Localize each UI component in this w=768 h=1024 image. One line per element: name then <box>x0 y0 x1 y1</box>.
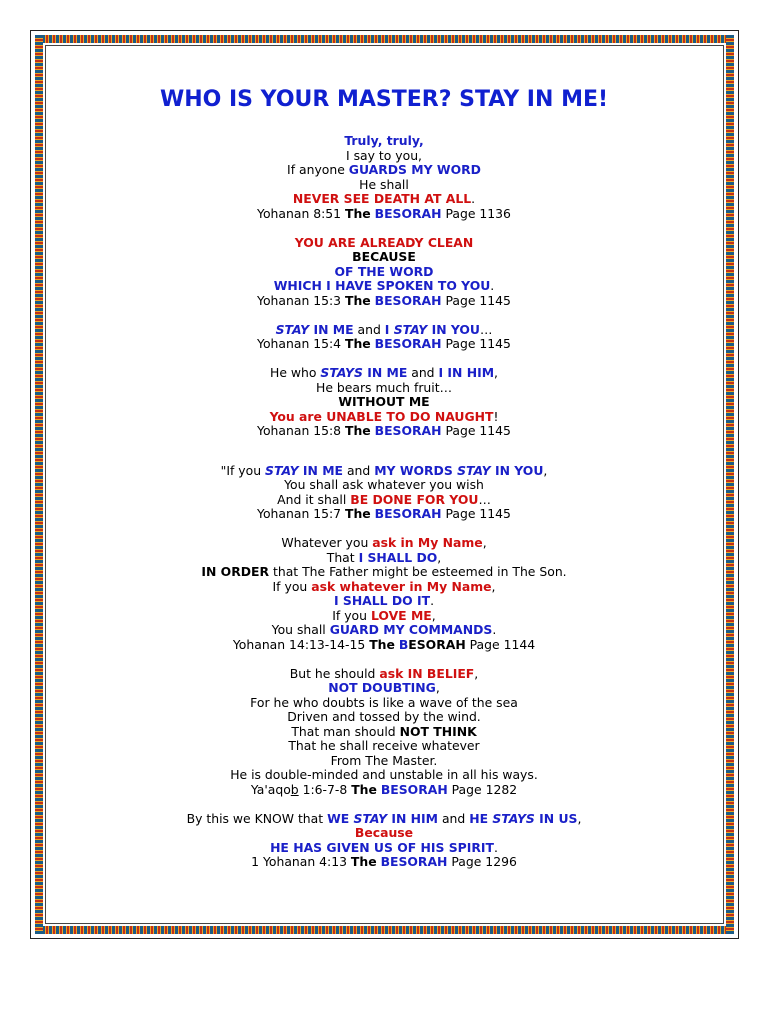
text: NOT DOUBTING <box>328 680 436 695</box>
text: , <box>577 810 582 826</box>
line <box>40 609 728 624</box>
text: Ya'aqo <box>250 781 291 797</box>
text: HE HAS GIVEN US OF HIS SPIRIT <box>270 839 494 855</box>
border-band-bottom <box>35 926 734 934</box>
line <box>40 536 728 551</box>
text: IN ORDER <box>201 564 270 579</box>
text: that The Father might be esteemed in The Son. <box>269 564 567 579</box>
text: . <box>430 593 435 608</box>
line <box>40 565 728 580</box>
stanza-8 <box>40 812 728 870</box>
text: IN YOU <box>427 321 480 337</box>
line <box>40 594 728 609</box>
reference <box>40 855 728 870</box>
text: , <box>435 680 440 695</box>
text: . <box>490 278 495 293</box>
text: That man should <box>291 723 400 739</box>
line: WITHOUT ME <box>338 394 430 409</box>
text: Page 1145 <box>441 292 511 308</box>
stanza-2 <box>40 236 728 309</box>
line: Because <box>354 825 414 840</box>
reference <box>40 783 728 798</box>
text: , <box>491 578 496 594</box>
text: The <box>345 423 371 438</box>
text: IN ME <box>298 462 343 478</box>
line: I say to you, <box>346 147 422 163</box>
stanza-3 <box>40 323 728 352</box>
line: He is double-minded and unstable in all his ways. <box>230 767 538 782</box>
stanza-1 <box>40 134 728 221</box>
text: STAYS <box>320 365 363 380</box>
text: IN HIM <box>387 810 438 826</box>
text: BESORAH <box>380 854 448 869</box>
reference <box>40 424 728 439</box>
text: WE <box>327 810 354 826</box>
text: . <box>493 839 498 855</box>
text: GUARDS MY WORD <box>348 162 481 177</box>
text: IN BELIEF <box>403 665 475 681</box>
line: You shall ask whatever you wish <box>284 477 484 492</box>
text: And it shall <box>277 491 351 507</box>
text: STAY <box>275 321 310 337</box>
text: IN US <box>534 810 578 826</box>
text: STAY <box>353 810 388 826</box>
text: BESORAH <box>374 423 442 438</box>
line: He bears much fruit… <box>316 379 452 395</box>
line <box>40 841 728 856</box>
text: The <box>345 292 371 308</box>
text: The <box>345 205 371 221</box>
text: The <box>345 506 371 521</box>
text: . <box>471 191 476 206</box>
reference <box>40 638 728 653</box>
text: I IN HIM <box>438 365 495 380</box>
line <box>40 163 728 178</box>
text: . <box>492 622 497 637</box>
text: 1:6-7-8 <box>298 781 352 797</box>
text: Page 1145 <box>441 506 511 521</box>
text: If you <box>272 578 312 594</box>
text: You shall <box>271 622 330 637</box>
text: Yohanan 15:7 <box>257 506 345 521</box>
line: From The Master. <box>330 752 438 768</box>
text: STAYS <box>492 810 535 826</box>
text: and <box>438 810 470 826</box>
text: ask in My Name <box>372 535 483 550</box>
text: Page 1282 <box>447 781 518 797</box>
line <box>40 192 728 207</box>
text: But he should <box>289 665 380 681</box>
text: If anyone <box>287 162 349 177</box>
line: YOU ARE ALREADY CLEAN <box>294 234 474 250</box>
text: ESORAH <box>408 636 466 652</box>
text: GUARD MY COMMANDS <box>329 622 493 637</box>
line: OF THE WORD <box>334 263 434 279</box>
text: b <box>290 781 299 797</box>
text: Page 1145 <box>441 423 511 438</box>
reference <box>40 337 728 352</box>
text: IN ME <box>309 321 354 337</box>
text: Yohanan 15:3 <box>257 292 345 308</box>
text: UNABLE TO DO NAUGHT <box>326 408 494 424</box>
reference <box>40 507 728 522</box>
line <box>40 464 728 479</box>
text: B <box>398 636 409 652</box>
text: The <box>350 854 377 869</box>
line <box>40 366 728 381</box>
text: … <box>478 491 491 507</box>
text: You are <box>269 408 327 424</box>
text: The <box>369 636 395 652</box>
text: I SHALL DO IT <box>333 593 431 608</box>
line <box>40 551 728 566</box>
text: HE <box>469 810 493 826</box>
text: , <box>431 607 436 623</box>
stanza-5 <box>40 464 728 522</box>
text: and <box>353 321 385 337</box>
line <box>40 323 728 338</box>
reference <box>40 207 728 222</box>
text: , <box>474 665 479 681</box>
stanza-7 <box>40 667 728 798</box>
text: If you <box>332 607 371 623</box>
line <box>40 725 728 740</box>
line <box>40 410 728 425</box>
text: Page 1296 <box>447 854 517 869</box>
line <box>40 623 728 638</box>
text: … <box>480 321 493 337</box>
stanza-4 <box>40 366 728 439</box>
text: IN ME <box>362 365 408 380</box>
text: STAY <box>393 321 428 337</box>
text: LOVE ME <box>370 607 432 623</box>
text: ! <box>493 408 499 424</box>
text: That <box>326 549 359 565</box>
line <box>40 681 728 696</box>
text: "If you <box>220 462 266 478</box>
text: BE DONE FOR YOU <box>350 491 479 507</box>
line: For he who doubts is like a wave of the sea <box>250 694 518 710</box>
text: Yohanan 15:4 <box>257 336 345 351</box>
text: MY WORDS <box>374 462 458 478</box>
line: Driven and tossed by the wind. <box>287 709 481 724</box>
text: BESORAH <box>374 336 442 351</box>
line: He shall <box>359 176 409 192</box>
text: NEVER SEE DEATH AT ALL <box>292 191 472 206</box>
line: Truly, truly, <box>344 133 424 148</box>
text: IN YOU <box>490 462 544 478</box>
text: , <box>543 462 548 478</box>
text: ask whatever in My Name <box>311 578 492 594</box>
text: I SHALL DO <box>358 549 438 565</box>
text: , <box>494 365 498 380</box>
text: He who <box>270 365 321 380</box>
text: Yohanan 14:13-14-15 <box>232 636 370 652</box>
text: and <box>407 365 439 380</box>
text: Page 1136 <box>441 205 511 221</box>
line <box>40 667 728 682</box>
line: BECAUSE <box>352 249 416 264</box>
border-band-top <box>35 35 734 43</box>
line: That he shall receive whatever <box>288 738 480 753</box>
text: BESORAH <box>380 781 448 797</box>
text: BESORAH <box>374 205 442 221</box>
text: Yohanan 8:51 <box>257 205 345 221</box>
stanza-6 <box>40 536 728 652</box>
line <box>40 812 728 827</box>
text: 1 Yohanan 4:13 <box>251 854 351 869</box>
text: and <box>343 462 375 478</box>
text: ask <box>379 665 404 681</box>
text: , <box>437 549 442 565</box>
text: The <box>345 336 371 351</box>
text: By this we KNOW that <box>186 810 328 826</box>
line <box>40 580 728 595</box>
text: I <box>384 321 394 337</box>
text: , <box>482 535 487 550</box>
text: WHICH I HAVE SPOKEN TO YOU <box>273 278 491 293</box>
page-title: WHO IS YOUR MASTER? STAY IN ME! <box>159 87 609 112</box>
text: BESORAH <box>374 506 442 521</box>
document-body <box>40 86 728 870</box>
text: Page 1144 <box>465 636 536 652</box>
text: The <box>351 781 377 797</box>
line <box>40 493 728 508</box>
reference <box>40 294 728 309</box>
text: STAY <box>457 462 491 478</box>
line <box>40 279 728 294</box>
text: BESORAH <box>374 292 442 308</box>
text: Yohanan 15:8 <box>257 423 345 438</box>
text: Whatever you <box>281 535 373 550</box>
text: STAY <box>265 462 299 478</box>
text: Page 1145 <box>441 336 511 351</box>
text: NOT THINK <box>399 723 477 739</box>
